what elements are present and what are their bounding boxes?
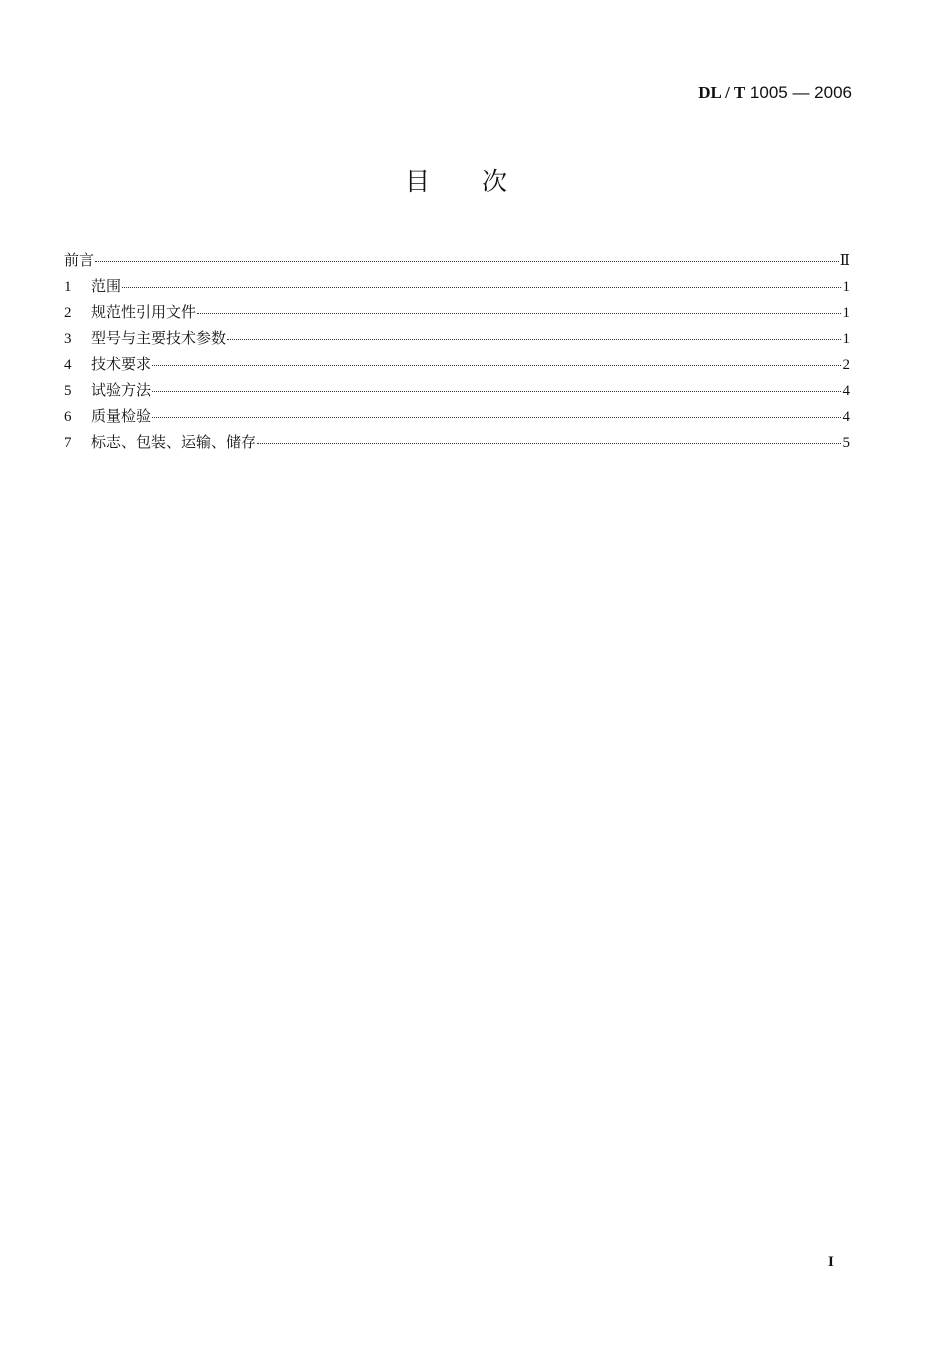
toc-entry-7[interactable] — [64, 430, 850, 456]
document-code-number: 1005 — 2006 — [745, 83, 852, 102]
toc-entry-number: 7 — [64, 435, 72, 451]
toc-leader-dots — [122, 286, 841, 288]
toc-leader-dots — [197, 312, 841, 314]
toc-entry-5[interactable] — [64, 378, 850, 404]
document-code — [698, 82, 852, 104]
toc-entry-text: 技术要求 — [91, 357, 152, 373]
toc-entry-text: 试验方法 — [91, 383, 152, 399]
toc-leader-dots — [227, 338, 841, 340]
toc-entry-number: 5 — [64, 383, 72, 399]
toc-entry-2[interactable] — [64, 300, 850, 326]
toc-entry-1[interactable] — [64, 274, 850, 300]
toc-entry-page: 1 — [842, 279, 850, 295]
toc-entry-text: 范围 — [91, 279, 122, 295]
document-code-prefix: DL / T — [698, 83, 746, 102]
toc-entry-number: 1 — [64, 279, 72, 295]
toc-leader-dots — [152, 364, 841, 366]
toc-leader-dots — [95, 260, 839, 262]
toc-entry-foreword[interactable] — [64, 248, 850, 274]
toc-leader-dots — [152, 390, 841, 392]
toc-entry-number: 6 — [64, 409, 72, 425]
page-number: I — [828, 1254, 834, 1270]
toc-entry-page: 4 — [842, 409, 850, 425]
toc-entry-3[interactable] — [64, 326, 850, 352]
toc-leader-dots — [257, 442, 841, 444]
toc-leader-dots — [152, 416, 841, 418]
toc-entry-page: 1 — [842, 331, 850, 347]
toc-entry-number: 2 — [64, 305, 72, 321]
toc-entry-page: 5 — [842, 435, 850, 451]
toc-entry-text: 型号与主要技术参数 — [91, 331, 227, 347]
table-of-contents — [64, 248, 850, 456]
toc-title: 目次 — [404, 167, 559, 196]
toc-entry-page: 4 — [842, 383, 850, 399]
toc-entry-text: 前言 — [64, 253, 95, 269]
toc-entry-page: Ⅱ — [839, 253, 850, 269]
toc-entry-4[interactable] — [64, 352, 850, 378]
toc-entry-text: 标志、包装、运输、储存 — [91, 435, 257, 451]
toc-entry-number: 3 — [64, 331, 72, 347]
toc-entry-text: 规范性引用文件 — [91, 305, 197, 321]
toc-entry-number: 4 — [64, 357, 72, 373]
toc-entry-page: 2 — [842, 357, 850, 373]
toc-entry-6[interactable] — [64, 404, 850, 430]
toc-entry-text: 质量检验 — [91, 409, 152, 425]
toc-entry-page: 1 — [842, 305, 850, 321]
